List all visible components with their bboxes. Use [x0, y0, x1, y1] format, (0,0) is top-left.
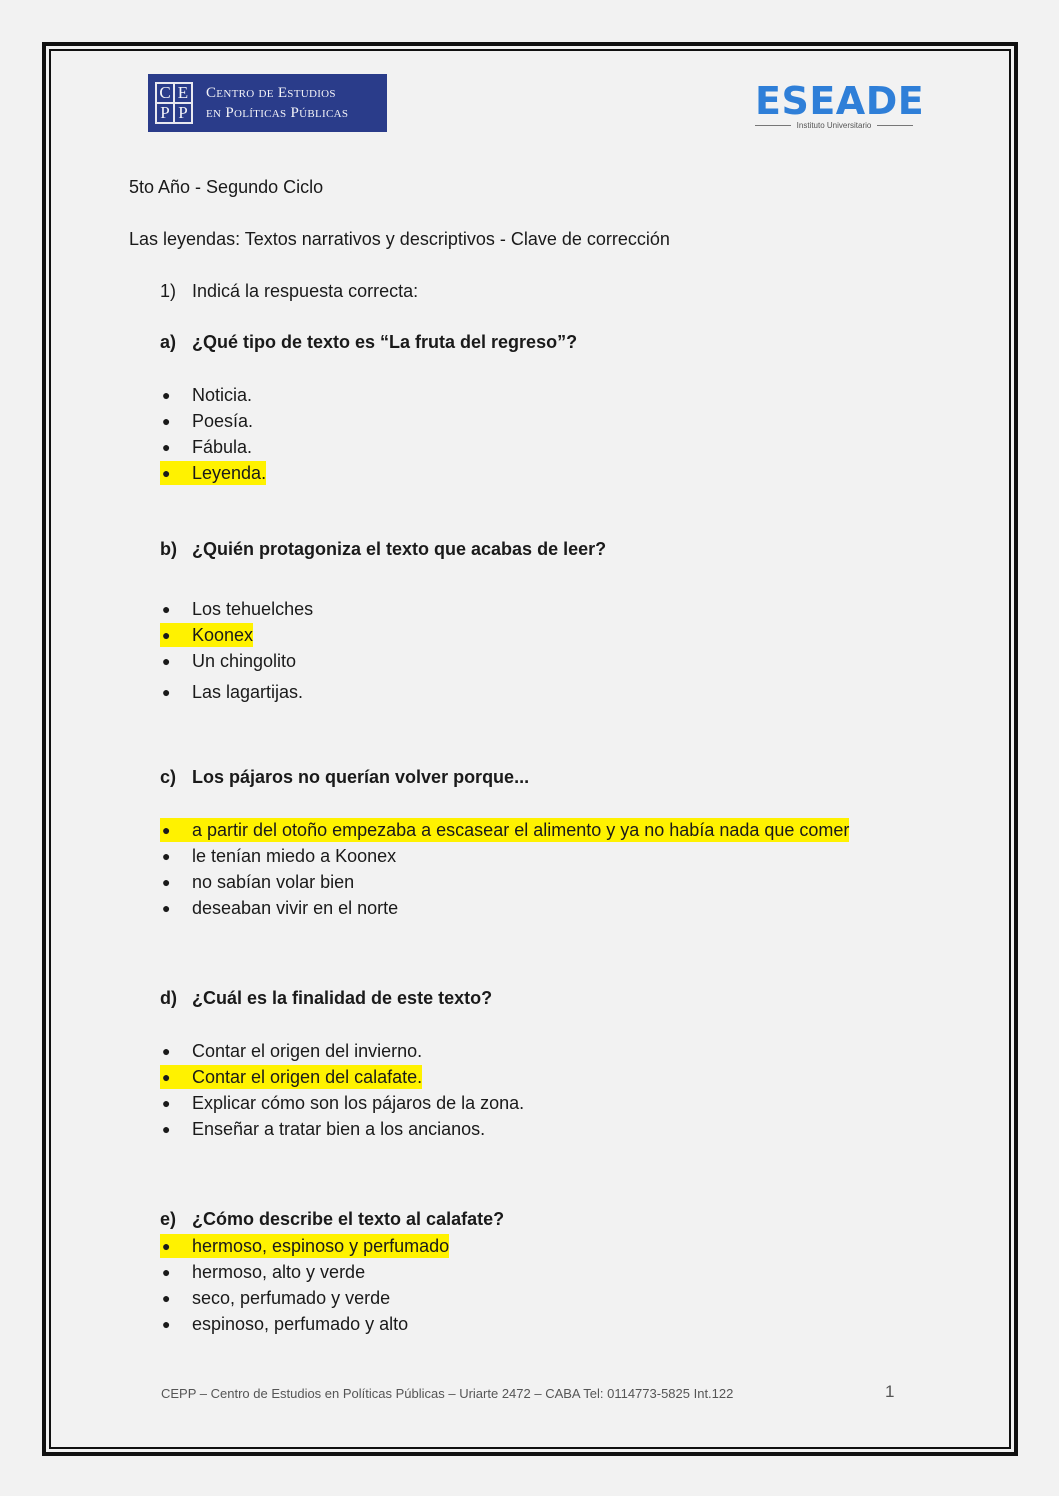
option-text: hermoso, espinoso y perfumado — [192, 1235, 450, 1256]
question-text: ¿Cuál es la finalidad de este texto? — [192, 988, 493, 1008]
question-text: ¿Cómo describe el texto al calafate? — [192, 1209, 505, 1229]
instruction-text: Indicá la respuesta correcta: — [192, 281, 419, 301]
bullet-icon: ● — [162, 1121, 171, 1137]
cepp-logo-grid — [155, 82, 193, 124]
option-text: Las lagartijas. — [192, 681, 304, 702]
question-letter: e) — [160, 1209, 177, 1229]
question-letter: a) — [160, 332, 177, 352]
bullet-icon: ● — [162, 900, 171, 916]
bullet-icon: ● — [162, 627, 171, 643]
divider — [877, 125, 913, 126]
option — [160, 844, 396, 868]
cepp-logo-text — [206, 83, 348, 123]
question-letter: b) — [160, 539, 177, 559]
bullet-icon: ● — [162, 465, 171, 481]
question-text: ¿Quién protagoniza el texto que acabas de leer? — [192, 539, 607, 559]
option-text: Poesía. — [192, 410, 254, 431]
cepp-logo-line1: Centro de Estudios — [206, 85, 336, 101]
document-level: 5to Año - Segundo Ciclo — [129, 177, 324, 197]
option-text: Explicar cómo son los pájaros de la zona. — [192, 1092, 525, 1113]
option-text: espinoso, perfumado y alto — [192, 1313, 409, 1334]
bullet-icon: ● — [162, 1316, 171, 1332]
cepp-letter: P — [174, 103, 192, 123]
page-footer: CEPP – Centro de Estudios en Políticas Públicas – Uriarte 2472 – CABA Tel: 0114773-5825 Int.122 — [161, 1386, 734, 1401]
option — [160, 1117, 485, 1141]
option-text: Fábula. — [192, 436, 253, 457]
bullet-icon: ● — [162, 1095, 171, 1111]
option — [160, 1312, 408, 1336]
option-text: Contar el origen del invierno. — [192, 1040, 423, 1061]
option — [160, 649, 296, 673]
eseade-subtitle-text: Instituto Universitario — [796, 121, 872, 130]
cepp-logo — [148, 74, 387, 132]
question-text: ¿Qué tipo de texto es “La fruta del regreso”? — [192, 332, 578, 352]
option-correct — [160, 818, 849, 842]
instruction-number: 1) — [160, 281, 177, 301]
option — [160, 1039, 422, 1063]
option — [160, 435, 252, 459]
bullet-icon: ● — [162, 1264, 171, 1280]
option-text: Noticia. — [192, 384, 253, 405]
bullet-icon: ● — [162, 1043, 171, 1059]
bullet-icon: ● — [162, 601, 171, 617]
divider — [755, 125, 791, 126]
cepp-letter: P — [156, 103, 174, 123]
question-text: Los pájaros no querían volver porque... — [192, 767, 530, 787]
option — [160, 1260, 365, 1284]
option — [160, 383, 252, 407]
page-number: 1 — [885, 1382, 895, 1401]
option-text: Contar el origen del calafate. — [192, 1066, 423, 1087]
bullet-icon: ● — [162, 684, 171, 700]
option-text: no sabían volar bien — [192, 871, 355, 892]
option-text: Leyenda. — [192, 462, 267, 483]
option-text: le tenían miedo a Koonex — [192, 845, 397, 866]
bullet-icon: ● — [162, 874, 171, 890]
bullet-icon: ● — [162, 413, 171, 429]
bullet-icon: ● — [162, 848, 171, 864]
option — [160, 870, 354, 894]
option-text: a partir del otoño empezaba a escasear el alimento y ya no había nada que comer — [192, 819, 850, 840]
bullet-icon: ● — [162, 1238, 171, 1254]
option — [160, 680, 303, 704]
document-title: Las leyendas: Textos narrativos y descriptivos - Clave de corrección — [129, 229, 670, 249]
question-letter: d) — [160, 988, 177, 1008]
question-letter: c) — [160, 767, 177, 787]
bullet-icon: ● — [162, 1290, 171, 1306]
option-correct — [160, 623, 253, 647]
bullet-icon: ● — [162, 387, 171, 403]
option-correct — [160, 1065, 422, 1089]
option-text: hermoso, alto y verde — [192, 1261, 366, 1282]
option-text: seco, perfumado y verde — [192, 1287, 391, 1308]
option-text: Los tehuelches — [192, 598, 314, 619]
option-correct — [160, 1234, 449, 1258]
bullet-icon: ● — [162, 822, 171, 838]
option — [160, 1286, 390, 1310]
cepp-letter: E — [174, 83, 192, 103]
option — [160, 409, 253, 433]
bullet-icon: ● — [162, 653, 171, 669]
cepp-logo-line2: en Políticas Públicas — [206, 105, 349, 121]
option-text: Enseñar a tratar bien a los ancianos. — [192, 1118, 486, 1139]
bullet-icon: ● — [162, 1069, 171, 1085]
option — [160, 1091, 524, 1115]
eseade-logo — [755, 79, 925, 130]
option-correct — [160, 461, 266, 485]
cepp-letter: C — [156, 83, 174, 103]
bullet-icon: ● — [162, 439, 171, 455]
option — [160, 597, 313, 621]
eseade-logo-word: ESEADE — [755, 79, 925, 123]
option-text: Koonex — [192, 624, 254, 645]
option — [160, 896, 398, 920]
option-text: deseaban vivir en el norte — [192, 897, 399, 918]
option-text: Un chingolito — [192, 650, 297, 671]
